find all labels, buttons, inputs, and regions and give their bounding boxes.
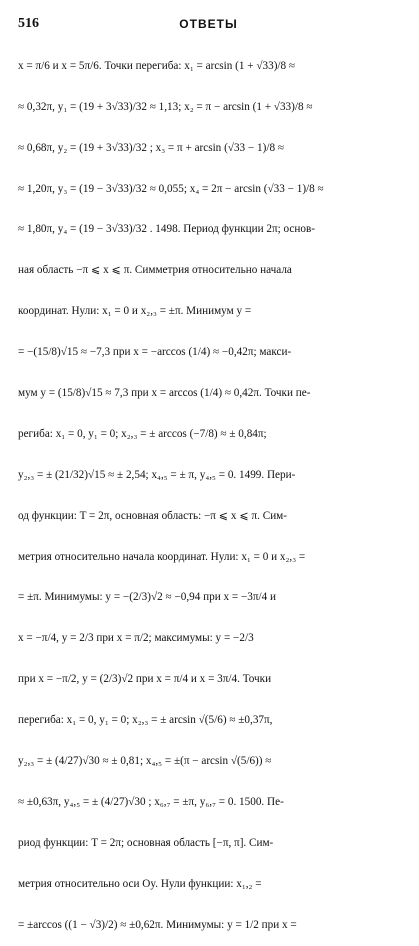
text-line — [18, 414, 404, 455]
text-line — [18, 332, 404, 373]
page-number: 516 — [18, 16, 39, 31]
text-line — [18, 905, 404, 946]
text-line — [18, 250, 404, 291]
text-line-content: перегиба: x₁ = 0, y₁ = 0; x₂,₃ = ± arcsin √(5/6) ≈ ±0,37π, — [18, 714, 273, 727]
text-line-content: риод функции: T = 2π; основная область [−π, π]. Сим- — [18, 836, 274, 849]
text-line — [18, 823, 404, 864]
text-line-content: од функции: T = 2π, основная область: −π ⩽ x ⩽ π. Сим- — [18, 509, 287, 522]
text-line — [18, 210, 404, 251]
text-line-content: метрия относительно оси Oy. Нули функции: x₁,₂ = — [18, 877, 262, 890]
text-line-content: x = −π/4, y = 2/3 при x = π/2; максимумы: y = −2/3 — [18, 632, 254, 645]
text-line-content: метрия относительно начала координат. Нули: x₁ = 0 и x₂,₃ = — [18, 550, 306, 563]
text-line-content: y₂,₃ = ± (21/32)√15 ≈ ± 2,54; x₄,₅ = ± π, y₄,₅ = 0. 1499. Пери- — [18, 468, 296, 481]
text-line-content: = ±arccos ((1 − √3)/2) ≈ ±0,62π. Минимумы: y = 1/2 при x = — [18, 918, 297, 931]
text-line — [18, 578, 404, 619]
text-line — [18, 618, 404, 659]
text-line — [18, 700, 404, 741]
text-line-content: = ±π. Минимумы: y = −(2/3)√2 ≈ −0,94 при x = −3π/4 и — [18, 591, 277, 604]
text-line-content: ≈ 1,20π, y₃ = (19 − 3√33)/32 ≈ 0,055; x₄ = 2π − arcsin (√33 − 1)/8 ≈ — [18, 182, 324, 195]
text-line-content: ≈ 0,32π, y₁ = (19 + 3√33)/32 ≈ 1,13; x₂ = π − arcsin (1 + √33)/8 ≈ — [18, 100, 313, 113]
text-line-content: ≈ ±0,63π, y₄,₅ = ± (4/27)√30 ; x₆,₇ = ±π, y₆,₇ = 0. 1500. Пе- — [18, 795, 284, 808]
text-line-content: ≈ 0,68π, y₂ = (19 + 3√33)/32 ; x₃ = π + arcsin (√33 − 1)/8 ≈ — [18, 141, 284, 154]
text-line — [18, 455, 404, 496]
text-line — [18, 291, 404, 332]
text-line-content: региба: x₁ = 0, y₁ = 0; x₂,₃ = ± arccos (−7/8) ≈ ± 0,84π; — [18, 427, 267, 440]
text-line — [18, 864, 404, 905]
text-line-content: y₂,₃ = ± (4/27)√30 ≈ ± 0,81; x₄,₅ = ±(π − arcsin √(5/6)) ≈ — [18, 754, 272, 767]
text-line — [18, 169, 404, 210]
text-line — [18, 496, 404, 537]
text-line-content: ная область −π ⩽ x ⩽ π. Симметрия относительно начала — [18, 264, 292, 277]
text-line — [18, 46, 404, 87]
text-line — [18, 741, 404, 782]
text-line-content: мум y = (15/8)√15 ≈ 7,3 при x = arccos (1/4) ≈ 0,42π. Точки пе- — [18, 386, 311, 399]
text-line-content: x = π/6 и x = 5π/6. Точки перегиба: x₁ = arcsin (1 + √33)/8 ≈ — [18, 59, 296, 72]
text-line — [18, 537, 404, 578]
text-line — [18, 128, 404, 169]
text-line-content: при x = −π/2, y = (2/3)√2 при x = π/4 и x = 3π/4. Точки — [18, 673, 272, 686]
answer-text — [18, 46, 404, 946]
text-line — [18, 373, 404, 414]
page-title: ОТВЕТЫ — [179, 17, 238, 31]
text-line — [18, 782, 404, 823]
text-line — [18, 87, 404, 128]
page-header — [18, 16, 399, 36]
text-line-content: ≈ 1,80π, y₄ = (19 − 3√33)/32 . 1498. Период функции 2π; основ- — [18, 223, 315, 236]
text-line-content: = −(15/8)√15 ≈ −7,3 при x = −arccos (1/4) ≈ −0,42π; макси- — [18, 346, 292, 359]
text-line-content: координат. Нули: x₁ = 0 и x₂,₃ = ±π. Минимум y = — [18, 305, 252, 318]
text-line — [18, 659, 404, 700]
